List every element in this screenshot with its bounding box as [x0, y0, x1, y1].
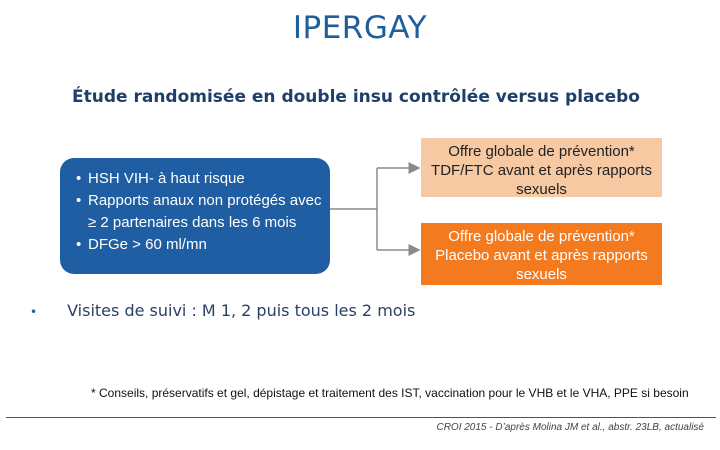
randomization-connector [330, 160, 422, 260]
criteria-item: • Rapports anaux non protégés avec ≥ 2 partenaires dans les 6 mois [76, 190, 322, 234]
followup-text: Visites de suivi : M 1, 2 puis tous les 2 mois [67, 301, 416, 320]
study-design-subtitle: Étude randomisée en double insu contrôlée versus placebo [72, 87, 640, 107]
criteria-item: • DFGe > 60 ml/mn [76, 234, 322, 256]
inclusion-criteria-box [60, 158, 330, 274]
tdf-ftc-arm-box: Offre globale de prévention* TDF/FTC avant et après rapports sexuels [421, 138, 662, 197]
inclusion-criteria-list [76, 168, 322, 256]
followup-item [30, 301, 415, 320]
criteria-item: • HSH VIH- à haut risque [76, 168, 322, 190]
page-title: IPERGAY [292, 10, 428, 46]
divider [6, 417, 716, 418]
placebo-arm-box: Offre globale de prévention* Placebo avant et après rapports sexuels [421, 223, 662, 285]
bullet-icon: • [30, 305, 38, 319]
reference-citation: CROI 2015 - D’après Molina JM et al., abstr. 23LB, actualisé [436, 422, 704, 433]
footnote: * Conseils, préservatifs et gel, dépistage et traitement des IST, vaccination pour le VHB et le VHA, PPE si besoin [91, 386, 689, 400]
